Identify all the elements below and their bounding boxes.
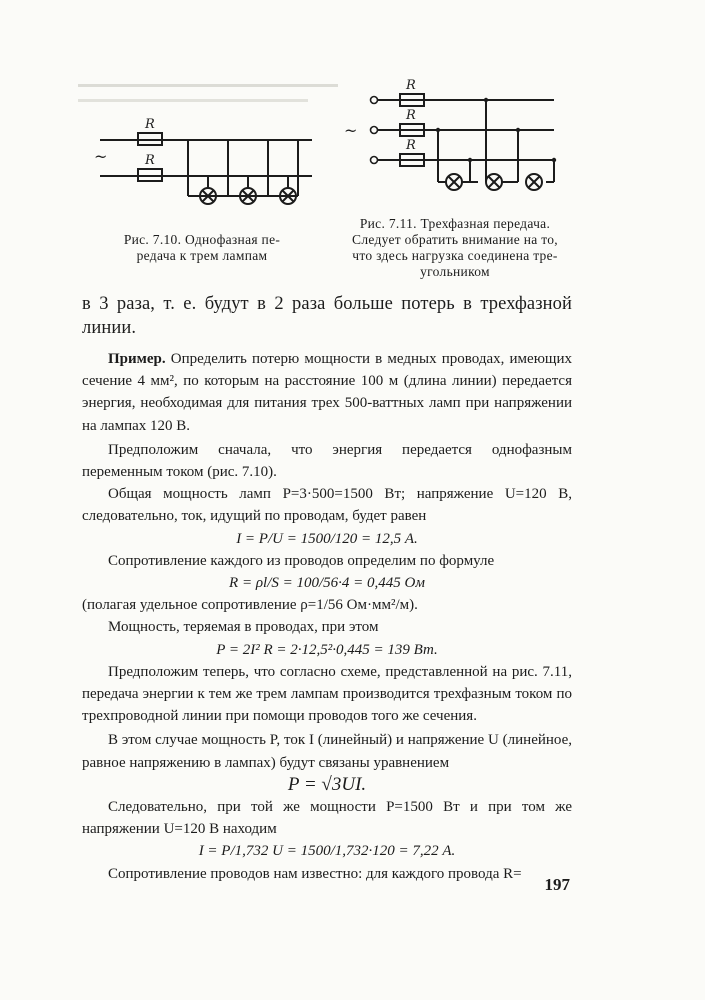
- formula-three-phase-power: P = √3UI.: [287, 773, 367, 795]
- paragraph: Предположим теперь, что согласно схеме, представленной на рис. 7.11, передача энергии к тем же трем лампам производится трехфазным током по трехпроводной линии при помощи проводов того же сечения.: [82, 663, 572, 725]
- paragraph: Следовательно, при той же мощности P=1500 Вт и при том же напряжении U=120 В находим: [82, 799, 572, 838]
- paragraph: Сопротивление проводов нам известно: для каждого провода R=: [108, 865, 522, 882]
- resistor-label: R: [406, 108, 416, 123]
- intro-paragraph: в 3 раза, т. е. будут в 2 раза больше потерь в трехфазной линии.: [82, 294, 572, 338]
- page-number: 197: [544, 875, 570, 894]
- body-text: [82, 292, 572, 885]
- resistor-label: R: [145, 118, 155, 132]
- ac-symbol: ~: [94, 147, 108, 166]
- caption-line: что здесь нагрузка соединена тре-: [352, 248, 558, 263]
- paragraph: Предположим сначала, что энергия передается однофазным переменным током (рис. 7.10).: [82, 441, 572, 481]
- example-label: Пример.: [108, 351, 166, 367]
- figure-7-11-caption: [330, 216, 580, 280]
- caption-line: Рис. 7.10. Однофазная пе-: [123, 232, 281, 247]
- caption-line: редача к трем лампам: [136, 248, 268, 263]
- resistor-label: R: [145, 153, 155, 168]
- example-paragraph: [82, 348, 572, 437]
- resistor-label: R: [406, 138, 416, 153]
- caption-line: Рис. 7.11. Трехфазная передача.: [359, 216, 551, 231]
- lamp-branches: [438, 100, 554, 182]
- paragraph: (полагая удельное сопротивление ρ=1/56 Ом·мм²/м).: [82, 597, 418, 614]
- caption-line: Следует обратить внимание на то,: [352, 232, 558, 247]
- figure-7-11-circuit: [342, 72, 562, 202]
- figure-7-10-caption: [96, 232, 308, 264]
- lamp-icon: [446, 174, 462, 190]
- formula-resistance: R = ρl/S = 100/56·4 = 0,445 Ом: [229, 575, 425, 592]
- paragraph: Мощность, теряемая в проводах, при этом: [108, 619, 379, 636]
- paragraph: Сопротивление каждого из проводов определим по формуле: [108, 552, 495, 569]
- ac-symbol: ~: [344, 121, 358, 140]
- formula-current: I = P/U = 1500/120 = 12,5 А.: [236, 530, 418, 547]
- caption-line: угольником: [420, 264, 490, 279]
- formula-power-loss: P = 2I² R = 2·12,5²·0,445 = 139 Вт.: [216, 641, 438, 658]
- lamp-branches: [188, 140, 298, 196]
- lamp-icon: [526, 174, 542, 190]
- figure-7-10-circuit: [92, 118, 332, 218]
- example-text: Определить потерю мощности в медных проводах, имеющих сечение 4 мм², по которым на расстояние 100 м (длина линии) передается энергия, необходимая для питания трех 500-ваттных ламп при напряжении на лампах 120 В.: [82, 351, 572, 434]
- lamp-icon: [486, 174, 502, 190]
- paragraph: В этом случае мощность P, ток I (линейный) и напряжение U (линейное, равное напряжению в лампах) будут связаны уравнением: [82, 732, 572, 771]
- resistor-label: R: [406, 78, 416, 93]
- paragraph: Общая мощность ламп P=3·500=1500 Вт; напряжение U=120 В, следовательно, ток, идущий по проводам, будет равен: [82, 486, 572, 525]
- bleed-through-text: [78, 78, 348, 108]
- formula-line-current: I = P/1,732 U = 1500/1,732·120 = 7,22 А.: [198, 843, 456, 860]
